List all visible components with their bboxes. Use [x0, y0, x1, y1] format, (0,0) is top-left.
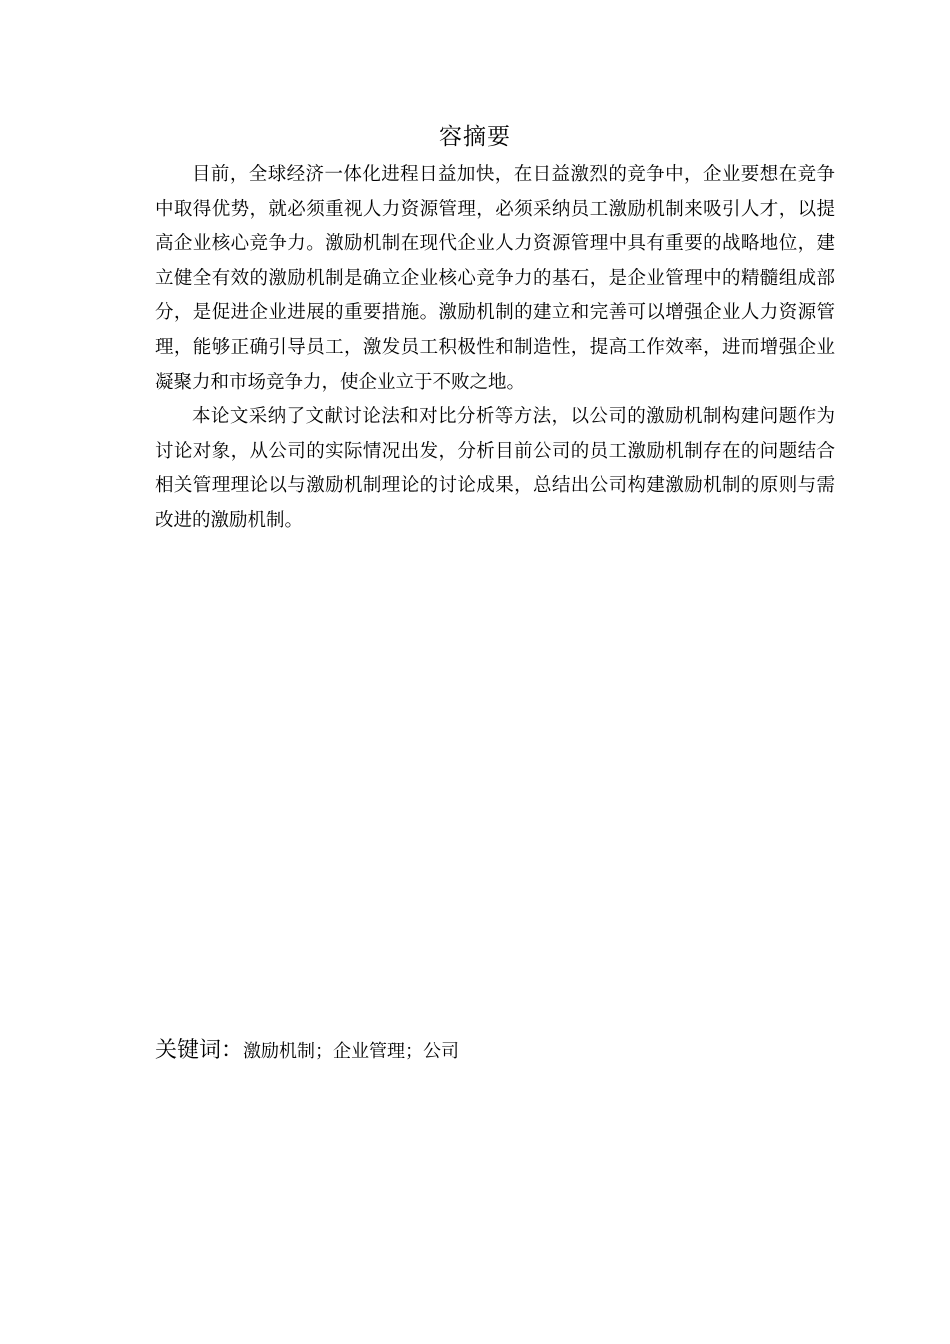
- keywords-values: 激励机制；企业管理；公司: [243, 1041, 460, 1062]
- abstract-title: 容摘要: [439, 124, 511, 150]
- abstract-paragraph-1: 目前，全球经济一体化进程日益加快，在日益激烈的竞争中，企业要想在竞争中取得优势，就必须重视人力资源管理，必须采纳员工激励机制来吸引人才，以提高企业核心竞争力。激励机制在现代企业人力资源管理中具有重要的战略地位，建立健全有效的激励机制是确立企业核心竞争力的基石，是企业管理中的精髓组成部分，是促进企业进展的重要措施。激励机制的建立和完善可以增强企业人力资源管理，能够正确引导员工，激发员工积极性和制造性，提高工作效率，进而增强企业凝聚力和市场竞争力，使企业立于不败之地。: [155, 164, 835, 393]
- keywords-label: 关键词：: [155, 1038, 244, 1063]
- abstract-paragraph-2: 本论文采纳了文献讨论法和对比分析等方法，以公司的激励机制构建问题作为讨论对象，从公司的实际情况出发，分析目前公司的员工激励机制存在的问题结合相关管理理论以与激励机制理论的讨论成果，总结出公司构建激励机制的原则与需改进的激励机制。: [155, 406, 835, 531]
- abstract-body: [155, 158, 835, 539]
- keywords-line: [155, 1034, 835, 1069]
